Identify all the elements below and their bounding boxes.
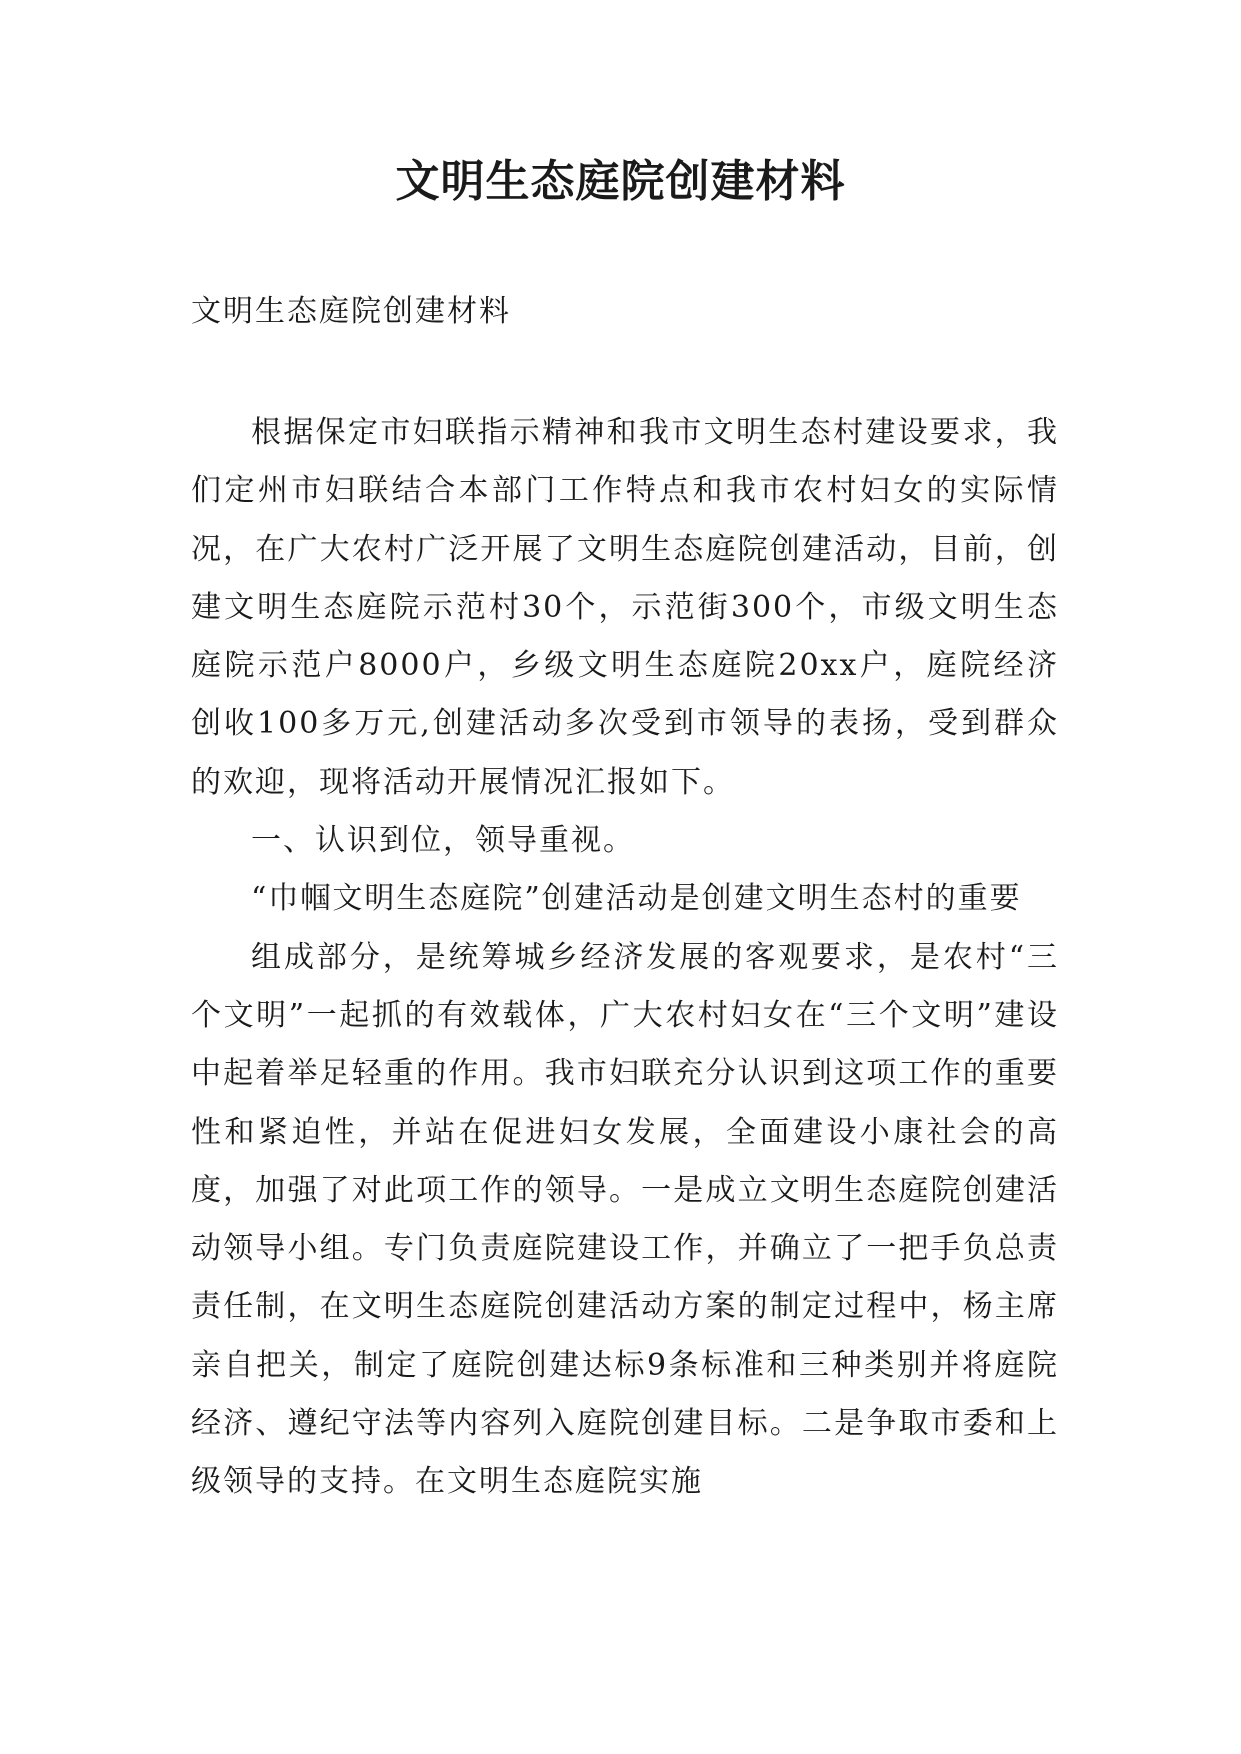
section-heading-1: 一、认识到位，领导重视。	[251, 823, 635, 859]
paragraph-3: 组成部分，是统筹城乡经济发展的客观要求，是农村“三个文明”一起抓的有效载体，广大农村妇女在“三个文明”建设中起着举足轻重的作用。我市妇联充分认识到这项工作的重要性和紧迫性，并站在促进妇女发展，全面建设小康社会的高度，加强了对此项工作的领导。一是成立文明生态庭院创建活动领导小组。专门负责庭院建设工作，并确立了一把手负总责责任制，在文明生态庭院创建活动方案的制定过程中，杨主席亲自把关，制定了庭院创建达标9条标准和三种类别并将庭院经济、遵纪守法等内容列入庭院创建目标。二是争取市委和上级领导的支持。在文明生态庭院实施	[191, 939, 1059, 1500]
document-subtitle: 文明生态庭院创建材料	[191, 294, 511, 329]
document-body	[191, 404, 1059, 1512]
document-title: 文明生态庭院创建材料	[395, 156, 846, 207]
paragraph-intro: 根据保定市妇联指示精神和我市文明生态村建设要求，我们定州市妇联结合本部门工作特点和我市农村妇女的实际情况，在广大农村广泛开展了文明生态庭院创建活动，目前，创建文明生态庭院示范村30个，示范街300个，市级文明生态庭院示范户8000户，乡级文明生态庭院20xx户，庭院经济创收100多万元,创建活动多次受到市领导的表扬，受到群众的欢迎，现将活动开展情况汇报如下。	[191, 415, 1059, 800]
paragraph-2: “巾帼文明生态庭院”创建活动是创建文明生态村的重要	[251, 881, 1022, 917]
